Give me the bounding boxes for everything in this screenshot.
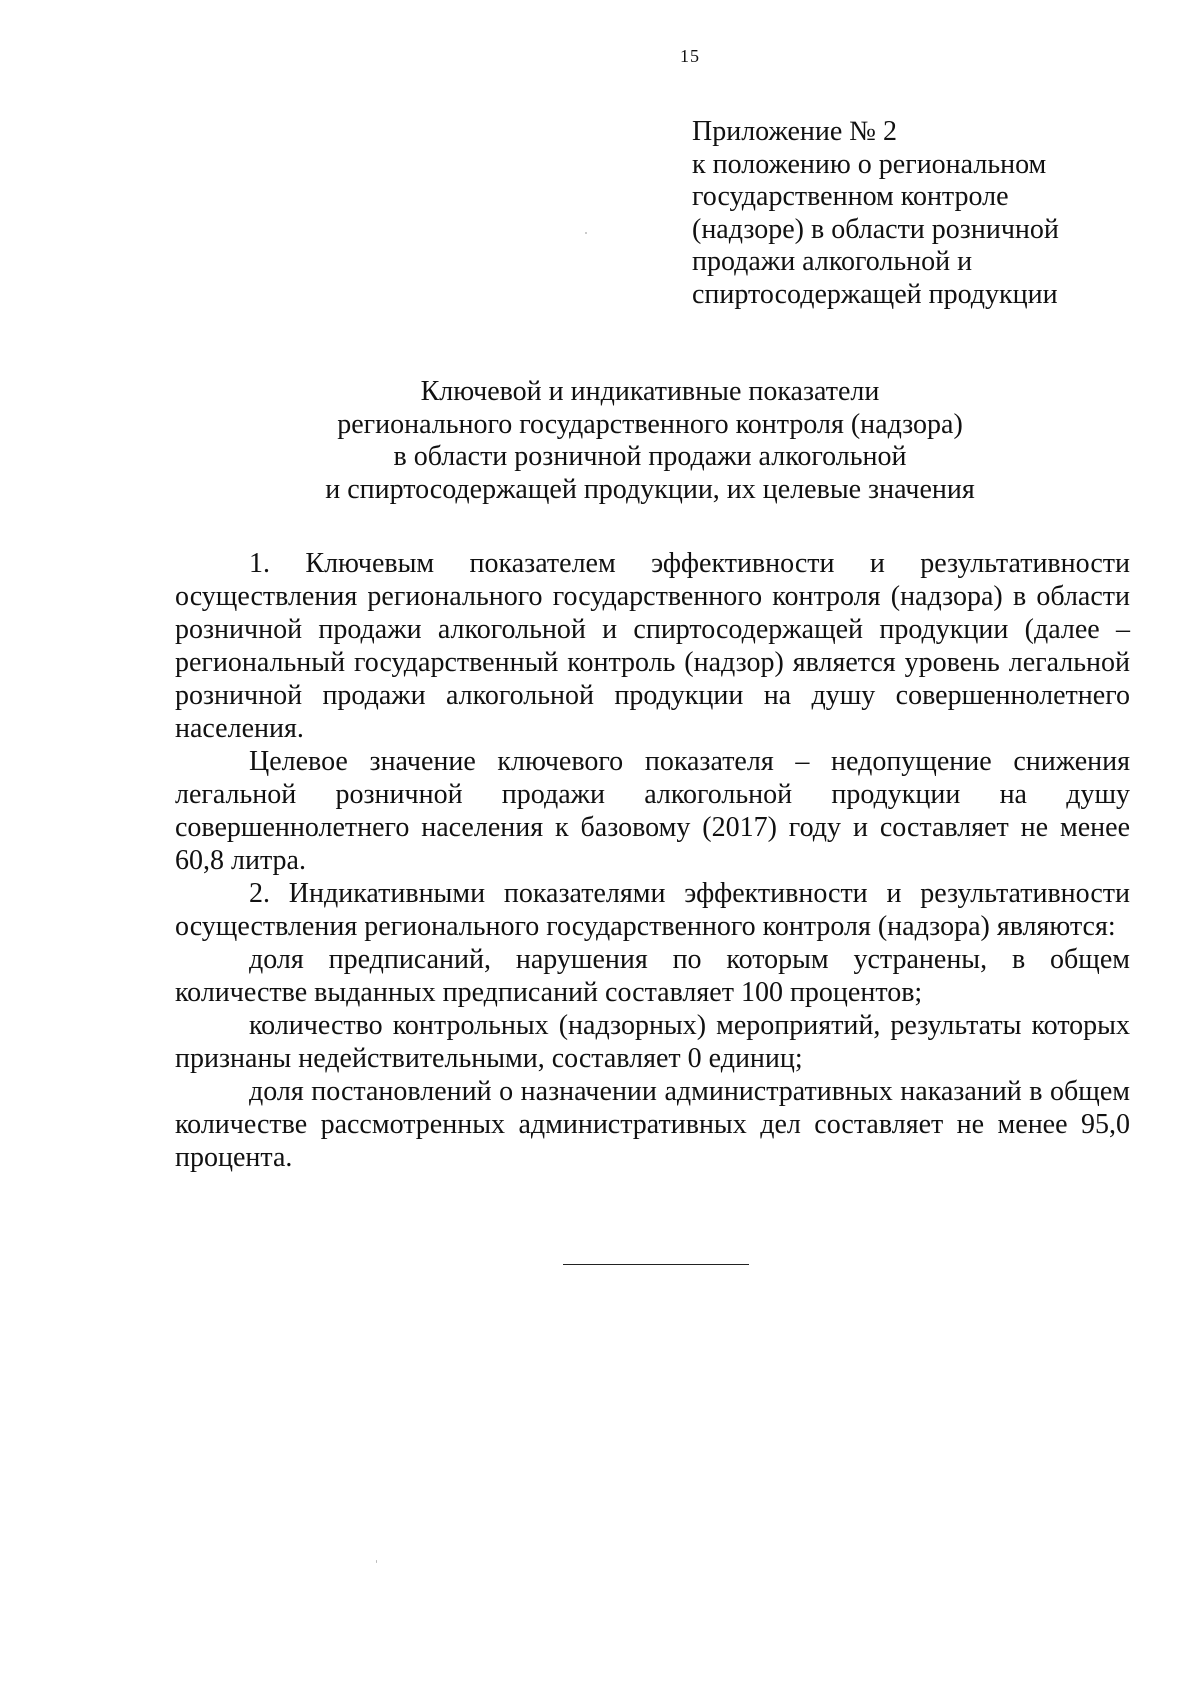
title-line: регионального государственного контроля (надзора) <box>337 408 963 440</box>
annex-line: Приложение № 2 <box>692 116 897 147</box>
body-paragraph: доля предписаний, нарушения по которым устранены, в общем количестве выданных предписаний составляет 100 процентов; <box>175 944 1130 1008</box>
document-title <box>175 376 1125 506</box>
annex-line: продажи алкогольной и <box>692 246 973 277</box>
annex-line: спиртосодержащей продукции <box>692 278 1058 310</box>
body-paragraph: 2. Индикативными показателями эффективности и результативности осуществления регионального государственного контроля (надзора) являются: <box>175 878 1130 942</box>
annex-line: (надзоре) в области розничной <box>692 213 1059 245</box>
title-line: Ключевой и индикативные показатели <box>420 376 880 407</box>
annex-header <box>692 116 1152 311</box>
annex-line: государственном контроле <box>692 181 1009 212</box>
document-body <box>175 547 1130 1174</box>
title-line: в области розничной продажи алкогольной <box>393 441 907 472</box>
body-paragraph: Целевое значение ключевого показателя – недопущение снижения легальной розничной продажи алкогольной продукции на душу совершеннолетнего населения к базовому (2017) году и составляет не менее 60,8 литра. <box>175 746 1130 876</box>
body-paragraph: доля постановлений о назначении административных наказаний в общем количестве рассмотренных административных дел составляет не менее 95,0 процента. <box>175 1076 1130 1173</box>
title-line: и спиртосодержащей продукции, их целевые значения <box>325 473 975 505</box>
body-paragraph: количество контрольных (надзорных) мероприятий, результаты которых признаны недействительными, составляет 0 единиц; <box>175 1010 1130 1074</box>
annex-line: к положению о региональном <box>692 148 1047 180</box>
closing-divider <box>563 1264 749 1265</box>
page-number: 15 <box>680 46 700 66</box>
body-paragraph: 1. Ключевым показателем эффективности и результативности осуществления регионального государственного контроля (надзора) в области розничной продажи алкогольной и спиртосодержащей продукции (далее – региональный государственный контроль (надзор) является уровень легальной розничной продажи алкогольной продукции на душу совершеннолетнего населения. <box>175 548 1130 744</box>
scan-speck <box>585 232 587 234</box>
scan-speck <box>376 1560 377 1563</box>
